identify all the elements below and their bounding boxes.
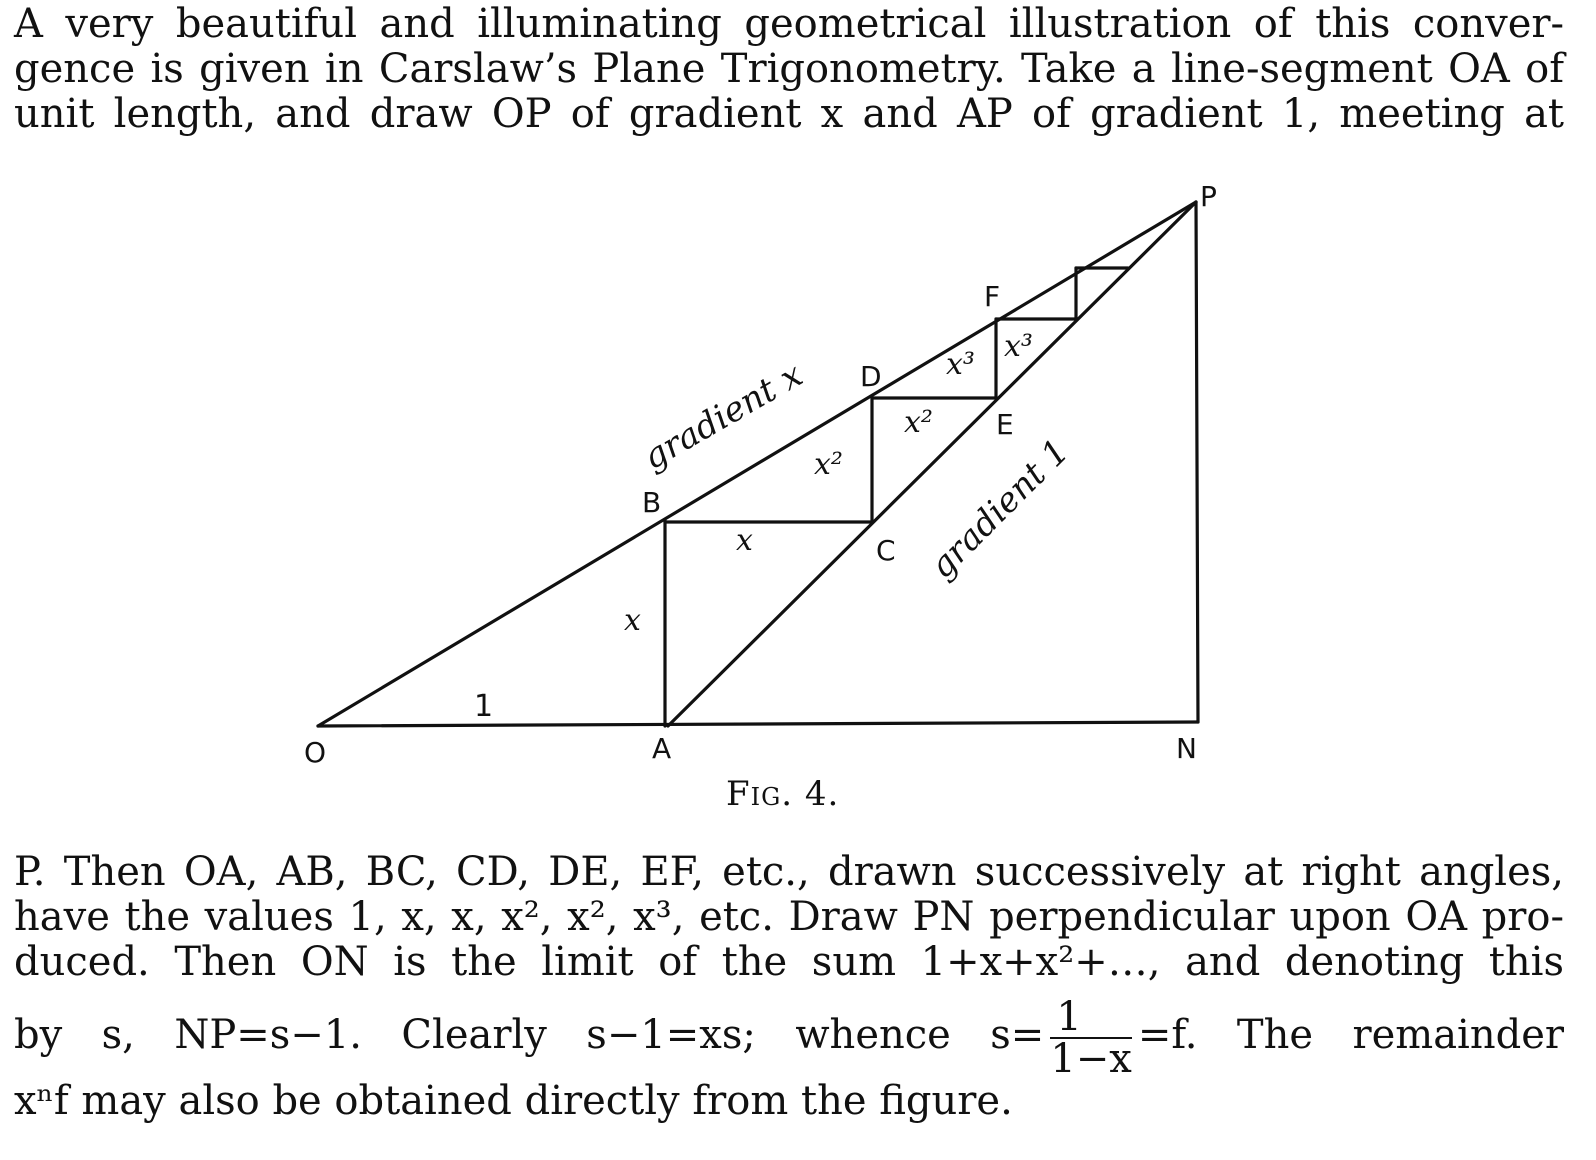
point-label-D: D	[860, 360, 882, 393]
figure-caption: Fig. 4.	[726, 774, 840, 814]
point-label-F: F	[984, 280, 1001, 313]
top-paragraph	[14, 2, 1564, 137]
line-AP	[668, 202, 1196, 726]
top-line-2: gence is given in Carslaw’s Plane Trigonometry. Take a line-segment OA of	[14, 46, 1564, 92]
bottom-line-4-b: =f. The remainder	[1137, 1012, 1564, 1058]
point-label-B: B	[642, 486, 662, 519]
point-label-E: E	[996, 408, 1014, 441]
segment-label-BC: x	[736, 523, 753, 558]
bottom-line-5: xⁿf may also be obtained directly from the figure.	[14, 1078, 1013, 1124]
line-label-OP: gradient x	[636, 354, 810, 478]
fraction-denominator: 1−x	[1050, 1036, 1132, 1082]
point-label-P: P	[1200, 180, 1217, 213]
segment-label-AB: x	[624, 603, 641, 638]
bottom-line-1: P. Then OA, AB, BC, CD, DE, EF, etc., drawn successively at right angles,	[14, 849, 1564, 895]
segment-label-OA: 1	[474, 689, 494, 724]
point-label-C: C	[876, 534, 896, 567]
bottom-line-3: duced. Then ON is the limit of the sum 1+x+x²+…, and denoting this	[14, 939, 1564, 985]
line-ON	[318, 722, 1198, 726]
point-label-O: O	[304, 736, 327, 769]
fraction	[1050, 994, 1132, 1082]
top-line-1: A very beautiful and illuminating geometrical illustration of this conver-	[14, 1, 1564, 47]
point-label-N: N	[1176, 732, 1197, 765]
bottom-line-4	[14, 994, 1564, 1082]
line-label-AP: gradient 1	[922, 431, 1077, 587]
fraction-numerator: 1	[1050, 997, 1132, 1039]
line-PN	[1196, 202, 1198, 722]
bottom-line-4-a: by s, NP=s−1. Clearly s−1=xs; whence s=	[14, 1012, 1045, 1058]
figure-4	[0, 170, 1596, 770]
bottom-line-2: have the values 1, x, x, x², x², x³, etc. Draw PN perpendicular upon OA pro-	[14, 894, 1564, 940]
segment-label-DE: x²	[904, 405, 933, 440]
top-line-3: unit length, and draw OP of gradient x and AP of gradient 1, meeting at	[14, 91, 1564, 137]
segment-label-EF: x³	[946, 347, 975, 382]
point-label-A: A	[652, 732, 672, 765]
segment-label-CD: x²	[814, 447, 843, 482]
bottom-paragraph	[14, 850, 1564, 1124]
segment-label-F-next: x³	[1004, 329, 1033, 364]
